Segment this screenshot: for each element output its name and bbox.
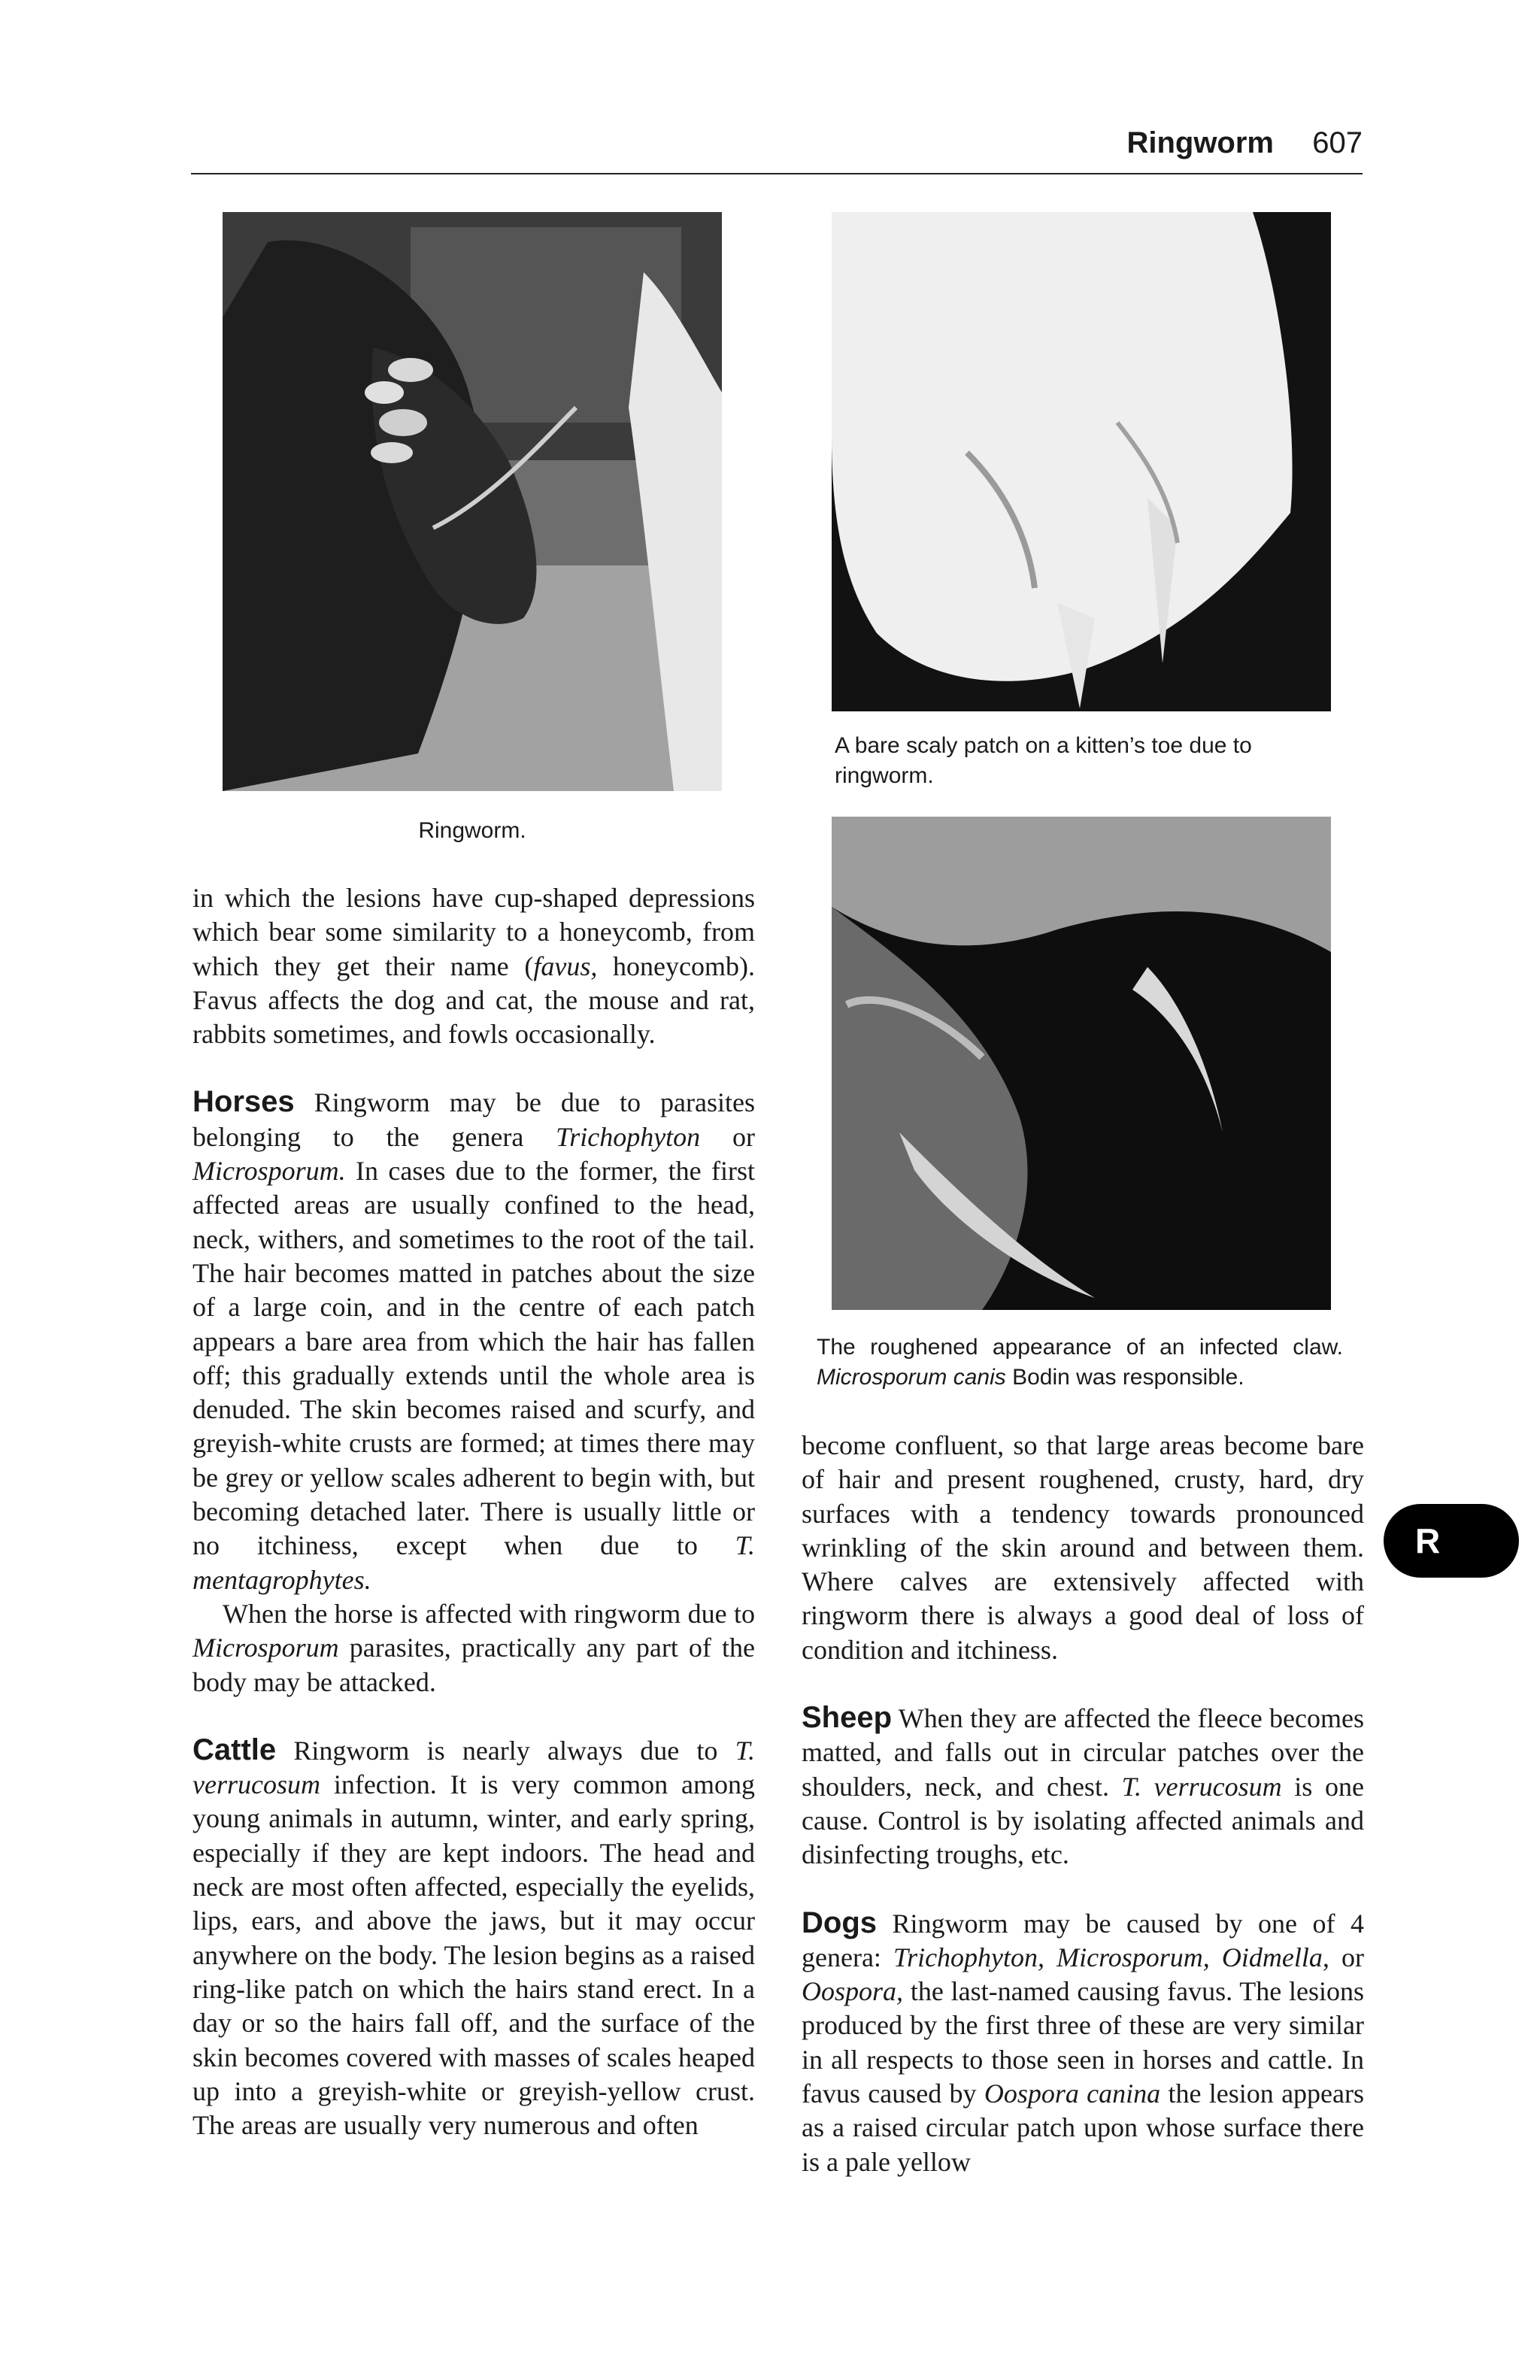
text-run: the lesion appears as a raised circular patch upon whose surface there is a pale yellow [802, 2078, 1365, 2177]
italic-term: Oospora canina [984, 2078, 1161, 2109]
caption-claw-species: Microsporum canis [817, 1365, 1006, 1390]
text-run: the last-named causing favus. The lesions produced by the first three of these are very similar in all respects to those seen in horses and cattle. In favus caused by [802, 1976, 1364, 2109]
text-run: Ringworm is nearly always due to [276, 1735, 735, 1766]
italic-term: T. verrucosum [192, 1735, 755, 1800]
text-run: is one cause. Control is by isolating affected animals and disinfecting troughs, etc. [802, 1771, 1364, 1870]
paragraph-horses [192, 1085, 755, 1596]
text-run: parasites, practically any part of the body may be attacked. [192, 1633, 755, 1697]
running-header [191, 126, 1363, 174]
text-run: infection. It is very common among young animals in autumn, winter, and early spring, especially if they are kept indoors. The head and neck are most often affected, especially the eyelids, lips, ears, and above the jaws, but it may occur anywhere on the body. The lesion begins as a raised ring-like patch on which the hairs stand erect. In a day or so the hairs fall off, and the surface of the skin becomes covered with masses of scales heaped up into a greyish-white or greyish-yellow crust. The areas are usually very numerous and often [192, 1769, 755, 2141]
caption-claw-text-end: Bodin was responsible. [1005, 1365, 1244, 1390]
caption-calf: Ringworm. [418, 818, 526, 843]
paragraph-horses-microsporum [192, 1597, 755, 1699]
figure-kitten-toe-photo [832, 212, 1331, 711]
paragraph-cattle-continued: become confluent, so that large areas become bare of hair and present roughened, crusty, hard, dry surfaces with a tendency towards pronounced wrinkling of the skin around and between them. Where calves are extensively affected with ringworm there is always a good deal of loss of condition and itchiness. [802, 1430, 1364, 1665]
section-heading-dogs: Dogs [802, 1906, 877, 1939]
italic-term: favus, [533, 950, 598, 981]
paragraph-cattle [192, 1733, 755, 2143]
italic-term: Trichophyton, Microsporum, Oidmella, [893, 1942, 1329, 1972]
section-heading-cattle: Cattle [192, 1733, 277, 1766]
text-run: or [700, 1121, 755, 1152]
italic-term: Trichophyton [556, 1121, 701, 1152]
header-title: Ringworm [1126, 126, 1274, 159]
figure-claw-photo [832, 817, 1331, 1310]
section-heading-sheep: Sheep [802, 1701, 893, 1735]
paragraph-dogs [802, 1906, 1364, 2179]
paragraph-favus-intro [192, 881, 755, 1051]
text-run: When they are affected the fleece becomes matted, and falls out in circular patches over the shoulders, neck, and chest. [802, 1703, 1364, 1802]
italic-term: Microsporum [192, 1633, 339, 1663]
page-number: 607 [1312, 126, 1363, 159]
italic-term: Oospora, [802, 1976, 904, 2007]
italic-term: T. mentagrophytes. [192, 1530, 755, 1595]
text-run: honeycomb). Favus affects the dog and cat, the mouse and rat, rabbits sometimes, and fowls occasionally. [192, 950, 756, 1050]
italic-term: T. verrucosum [1121, 1771, 1282, 1802]
section-heading-horses: Horses [192, 1085, 295, 1119]
text-run: When the horse is affected with ringworm due to [223, 1598, 755, 1629]
figure-calf-photo [223, 212, 722, 791]
text-run: Ringworm may be due to parasites belonging to the genera [192, 1087, 755, 1152]
thumb-index-letter: R [1415, 1521, 1441, 1560]
right-column [802, 1429, 1364, 2179]
left-column [192, 881, 755, 2142]
italic-term: Microsporum. [192, 1156, 346, 1187]
caption-kitten-toe: A bare scaly patch on a kitten’s toe due to ringworm. [835, 733, 1252, 788]
text-run: in which the lesions have cup-shaped depressions which bear some similarity to a honeycomb, from which they get their name ( [192, 883, 755, 981]
text-run: Ringworm may be caused by one of 4 genera: [802, 1908, 1364, 1972]
thumb-index-tab [1384, 1504, 1519, 1578]
text-run: or [1329, 1942, 1364, 1972]
text-run: In cases due to the former, the first affected areas are usually confined to the head, neck, withers, and sometimes to the root of the tail. The hair becomes matted in patches about the size of a large coin, and in the centre of each patch appears a bare area from which the hair has fallen off; this gradually extends until the whole area is denuded. The skin becomes raised and scurfy, and greyish-white crusts are formed; at times there may be grey or yellow scales adherent to begin with, but becoming detached later. There is usually little or no itchiness, except when due to [192, 1156, 755, 1561]
caption-claw [817, 1332, 1343, 1393]
caption-claw-text: The roughened appearance of an infected claw. [817, 1335, 1343, 1360]
paragraph-sheep [802, 1701, 1364, 1872]
